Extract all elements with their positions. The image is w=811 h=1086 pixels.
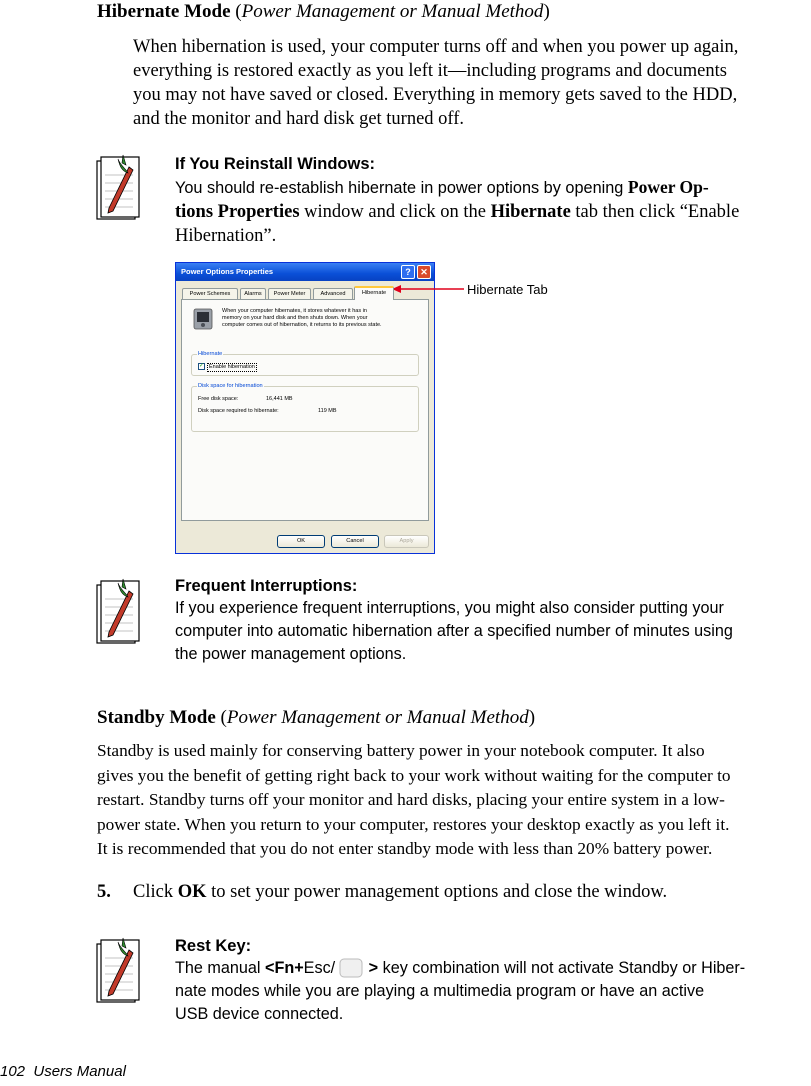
note-bold-text: > bbox=[364, 959, 379, 977]
standby-title-close: ) bbox=[528, 707, 536, 728]
hibernate-title-open: ( bbox=[230, 1, 242, 22]
hibernate-title-italic: Power Management or Manual Method bbox=[241, 1, 544, 22]
help-button[interactable]: ? bbox=[401, 265, 415, 279]
step-text-a: Click bbox=[133, 882, 178, 902]
note-line: computer into automatic hibernation after a specified number of minutes using bbox=[175, 622, 733, 640]
note-line: nate modes while you are playing a multimedia program or have an active bbox=[175, 982, 705, 1000]
hibernate-group bbox=[191, 351, 419, 376]
hibernate-line: everything is restored exactly as you left it—including programs and documents bbox=[133, 61, 727, 81]
standby-line: power state. When you return to your computer, restores your desktop exactly as you left it. bbox=[97, 814, 730, 834]
hibernate-panel bbox=[181, 299, 429, 521]
step-5 bbox=[97, 880, 668, 904]
note-heading: If You Reinstall Windows: bbox=[175, 155, 375, 173]
note-bold-text: Hibernate bbox=[490, 202, 571, 222]
note-line bbox=[175, 957, 811, 980]
note-heading: Rest Key: bbox=[175, 937, 252, 955]
note-reinstall-windows bbox=[175, 153, 811, 248]
hibernate-paragraph bbox=[133, 35, 738, 131]
standby-line: gives you the benefit of getting right back to your work without waiting for the computer to bbox=[97, 765, 731, 785]
note-line bbox=[175, 200, 811, 224]
note-pad-icon bbox=[96, 153, 142, 223]
standby-line: restart. Standby turns off your monitor and hard disks, placing your entire system in a low- bbox=[97, 790, 725, 809]
standby-title-bold: Standby Mode bbox=[97, 707, 216, 728]
note-text: Esc/ bbox=[303, 959, 336, 977]
note-text: The manual bbox=[175, 959, 265, 977]
note-line: If you experience frequent interruptions, you might also consider putting your bbox=[175, 599, 724, 617]
free-disk-label: Free disk space: bbox=[198, 396, 239, 402]
apply-button[interactable]: Apply bbox=[384, 535, 429, 548]
hibernate-info-text bbox=[222, 308, 382, 329]
tab-power-schemes[interactable]: Power Schemes bbox=[182, 288, 238, 299]
moon-key-icon bbox=[339, 958, 363, 978]
step-text bbox=[133, 880, 667, 904]
note-pad-icon bbox=[96, 936, 142, 1006]
step-text-c: to set your power management options and close the window. bbox=[206, 882, 668, 902]
note-bold-text: tions Properties bbox=[175, 202, 300, 222]
callout-label: Hibernate Tab bbox=[467, 282, 548, 297]
tab-alarms[interactable]: Alarms bbox=[240, 288, 266, 299]
note-text: key combination will not activate Standby or Hiber- bbox=[378, 959, 746, 977]
standby-line: Standby is used mainly for conserving battery power in your notebook computer. It also bbox=[97, 741, 705, 760]
page-footer: 102 Users Manual bbox=[0, 1063, 126, 1080]
note-text: tab then click “Enable bbox=[570, 202, 740, 222]
tab-hibernate[interactable]: Hibernate bbox=[354, 286, 394, 300]
hibernate-line: When hibernation is used, your computer turns off and when you power up again, bbox=[133, 37, 739, 57]
standby-paragraph bbox=[97, 739, 731, 862]
tab-power-meter[interactable]: Power Meter bbox=[268, 288, 311, 299]
info-line: computer comes out of hibernation, it returns to its previous state. bbox=[222, 322, 382, 328]
dialog-title: Power Options Properties bbox=[181, 267, 274, 276]
step-number: 5. bbox=[97, 882, 111, 902]
computer-hibernate-icon bbox=[192, 308, 214, 330]
hibernate-mode-heading bbox=[97, 0, 550, 24]
power-options-dialog bbox=[175, 262, 435, 554]
note-rest-key bbox=[175, 935, 811, 1026]
step-text-bold: OK bbox=[177, 882, 207, 902]
standby-mode-heading bbox=[97, 706, 535, 730]
cancel-button[interactable]: Cancel bbox=[331, 535, 379, 548]
enable-hibernation-checkbox[interactable]: ✓ bbox=[199, 363, 205, 369]
dialog-title-bar bbox=[176, 263, 434, 281]
note-line: the power management options. bbox=[175, 645, 407, 663]
disk-space-group bbox=[191, 383, 419, 432]
note-bold-text: Power Op- bbox=[627, 177, 709, 197]
hibernate-title-bold: Hibernate Mode bbox=[97, 1, 231, 22]
hibernate-title-close: ) bbox=[543, 1, 550, 22]
callout-arrow bbox=[392, 282, 464, 296]
standby-title-open: ( bbox=[215, 707, 227, 728]
hibernate-line: you may not have saved or closed. Everything in memory gets saved to the HDD, bbox=[133, 85, 738, 105]
hibernate-group-label: Hibernate bbox=[198, 351, 223, 357]
close-button[interactable]: ✕ bbox=[417, 265, 431, 279]
required-disk-label: Disk space required to hibernate: bbox=[198, 408, 279, 414]
ok-button[interactable]: OK bbox=[277, 535, 325, 548]
note-line bbox=[175, 175, 811, 200]
note-frequent-interruptions bbox=[175, 575, 811, 666]
standby-title-italic: Power Management or Manual Method bbox=[226, 707, 529, 728]
note-line: Hibernation”. bbox=[175, 226, 277, 246]
disk-space-group-label: Disk space for hibernation bbox=[198, 383, 263, 389]
note-text: window and click on the bbox=[299, 202, 491, 222]
note-bold-text: <Fn+ bbox=[264, 959, 304, 977]
note-pad-icon bbox=[96, 577, 142, 647]
enable-hibernation-label[interactable]: Enable hibernation bbox=[209, 364, 255, 370]
hibernate-line: and the monitor and hard disk get turned off. bbox=[133, 109, 465, 129]
info-line: When your computer hibernates, it stores whatever it has in bbox=[222, 308, 367, 314]
free-disk-value: 16,441 MB bbox=[266, 396, 293, 402]
tab-advanced[interactable]: Advanced bbox=[313, 288, 353, 299]
required-disk-value: 119 MB bbox=[318, 408, 337, 414]
note-heading: Frequent Interruptions: bbox=[175, 577, 358, 595]
info-line: memory on your hard disk and then shuts down. When your bbox=[222, 315, 368, 321]
standby-line: It is recommended that you do not enter standby mode with less than 20% battery power. bbox=[97, 839, 713, 858]
note-line: USB device connected. bbox=[175, 1005, 344, 1023]
note-text: You should re-establish hibernate in power options by opening bbox=[175, 179, 628, 197]
